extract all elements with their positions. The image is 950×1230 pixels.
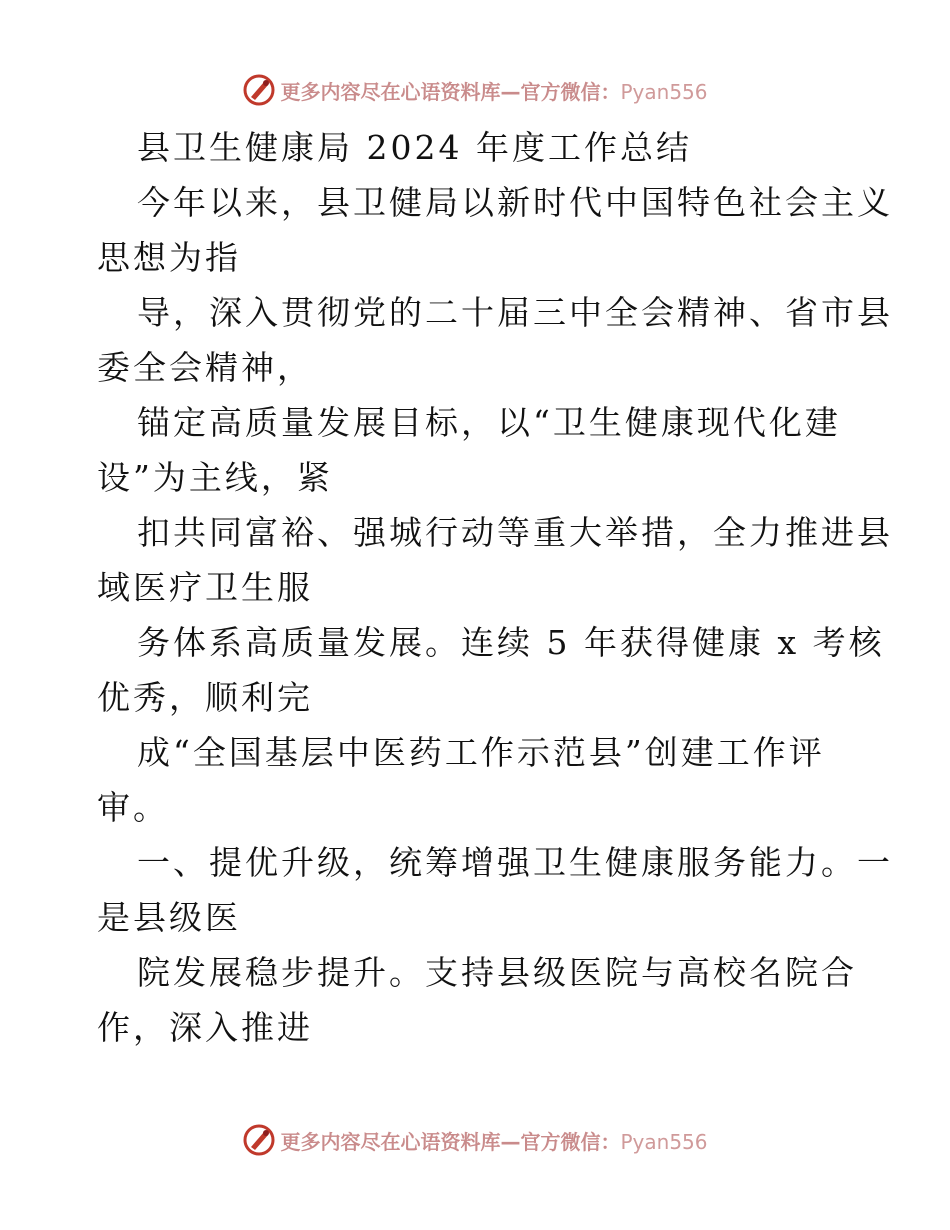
pen-logo-icon bbox=[242, 73, 276, 107]
doc-line: 扣共同富裕、强城行动等重大举措，全力推进县 bbox=[137, 513, 893, 552]
watermark-id: Pyan556 bbox=[620, 79, 708, 104]
doc-line: 优秀，顺利完 bbox=[97, 678, 313, 717]
document-body bbox=[97, 120, 893, 1055]
doc-line: 是县级医 bbox=[97, 898, 241, 937]
doc-line: 审。 bbox=[97, 788, 169, 827]
doc-line: 锚定高质量发展目标，以“卫生健康现代化建 bbox=[137, 403, 841, 442]
header-watermark bbox=[0, 70, 950, 110]
doc-line: 设”为主线，紧 bbox=[97, 458, 333, 497]
watermark-id: Pyan556 bbox=[620, 1129, 708, 1154]
doc-line: 院发展稳步提升。支持县级医院与高校名院合 bbox=[137, 953, 857, 992]
watermark-label: 更多内容尽在心语资料库—官方微信： bbox=[280, 79, 621, 104]
doc-line: 成“全国基层中医药工作示范县”创建工作评 bbox=[137, 733, 825, 772]
doc-line: 委全会精神， bbox=[97, 348, 313, 387]
watermark-label: 更多内容尽在心语资料库—官方微信： bbox=[280, 1129, 621, 1154]
watermark-text bbox=[280, 1126, 707, 1155]
doc-title: 县卫生健康局 2024 年度工作总结 bbox=[137, 128, 692, 167]
doc-line: 务体系高质量发展。连续 5 年获得健康 x 考核 bbox=[137, 623, 885, 662]
doc-line: 一、提优升级，统筹增强卫生健康服务能力。一 bbox=[137, 843, 893, 882]
doc-line: 思想为指 bbox=[97, 238, 241, 277]
pen-logo-icon bbox=[242, 1123, 276, 1157]
doc-line: 导，深入贯彻党的二十届三中全会精神、省市县 bbox=[137, 293, 893, 332]
doc-line: 域医疗卫生服 bbox=[97, 568, 313, 607]
doc-line: 今年以来，县卫健局以新时代中国特色社会主义 bbox=[137, 183, 893, 222]
footer-watermark bbox=[0, 1120, 950, 1160]
doc-line: 作，深入推进 bbox=[97, 1008, 313, 1047]
watermark-text bbox=[280, 76, 707, 105]
